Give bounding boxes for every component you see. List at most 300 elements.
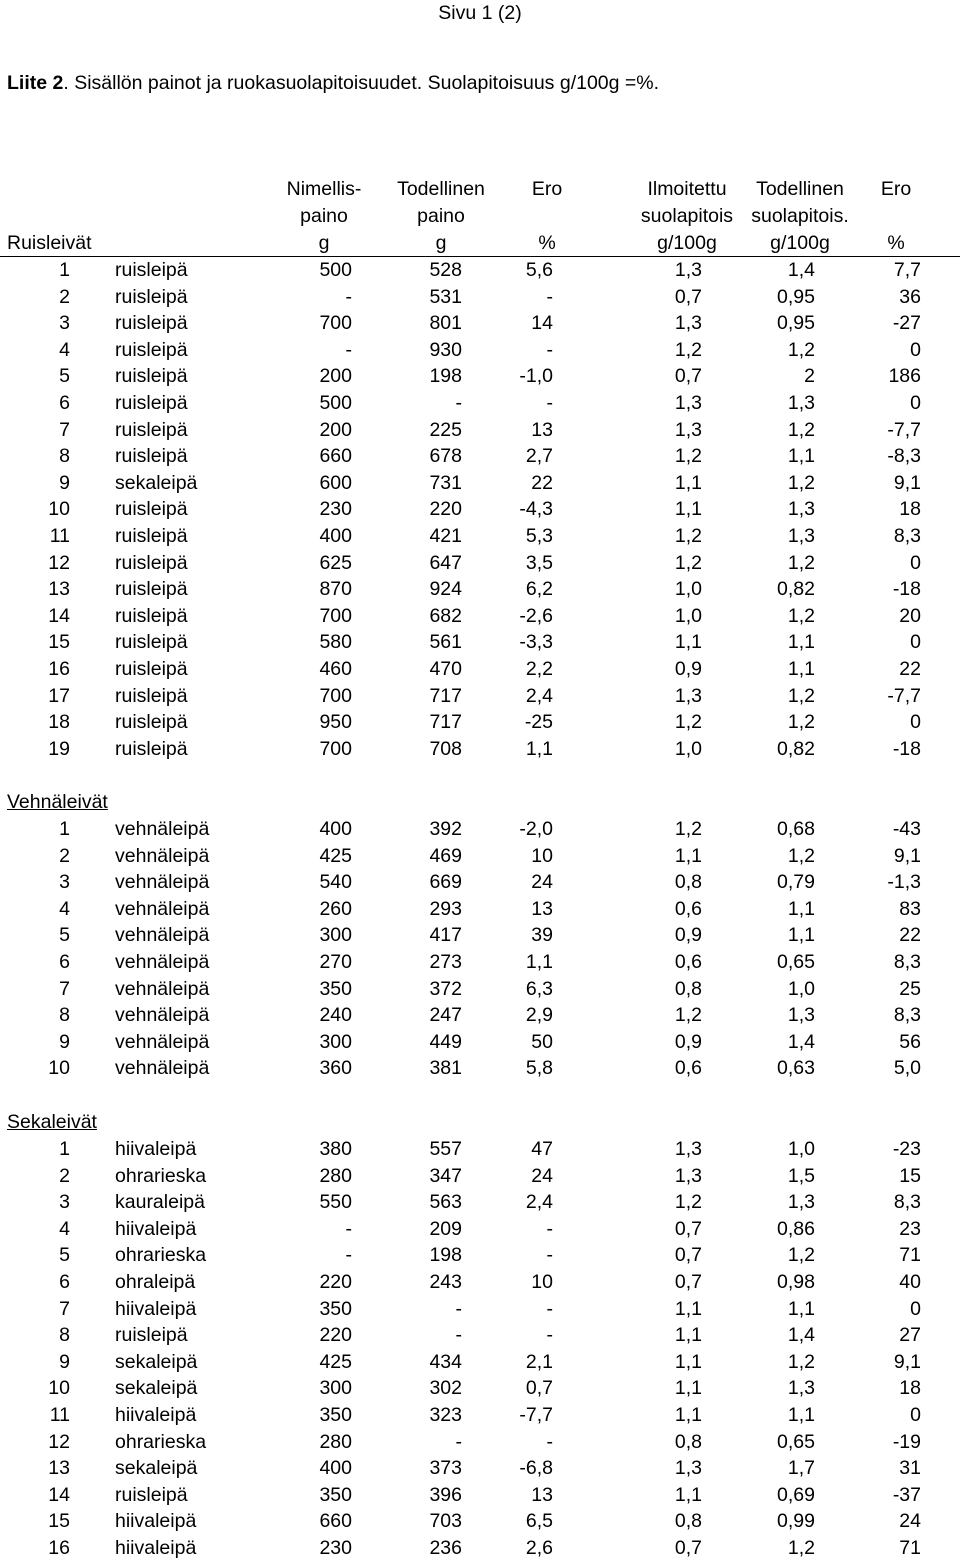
cell-todellinen-suola: 1,2 bbox=[787, 1537, 815, 1559]
cell-nimellispaino: - bbox=[345, 285, 352, 308]
bread-name: sekaleipä bbox=[115, 1350, 198, 1373]
cell-todellinen-suola: 1,3 bbox=[787, 498, 815, 521]
cell-ero-pct: 36 bbox=[899, 285, 921, 308]
bread-name: ruisleipä bbox=[115, 525, 188, 547]
cell-nimellispaino: 660 bbox=[319, 1510, 352, 1533]
cell-todellinen-paino: 209 bbox=[429, 1217, 462, 1240]
cell-todellinen-suola: 1,5 bbox=[787, 1164, 815, 1187]
cell-ero-g: - bbox=[546, 285, 553, 308]
cell-todellinen-paino: 647 bbox=[429, 551, 462, 574]
row-number: 2 bbox=[59, 844, 70, 867]
cell-todellinen-suola: 1,7 bbox=[787, 1457, 815, 1480]
cell-ero-pct: -7,7 bbox=[887, 684, 921, 707]
row-number: 12 bbox=[48, 551, 70, 574]
cell-todellinen-paino: 417 bbox=[429, 924, 462, 947]
row-number: 2 bbox=[59, 1164, 70, 1187]
row-number: 13 bbox=[48, 578, 70, 601]
cell-todellinen-suola: 1,2 bbox=[787, 711, 815, 734]
row-number: 11 bbox=[49, 525, 70, 547]
cell-todellinen-suola: 1,3 bbox=[787, 525, 815, 547]
cell-ero-g: -7,7 bbox=[519, 1404, 553, 1426]
cell-ero-pct: 56 bbox=[899, 1030, 921, 1053]
cell-ilmoitettu-suola: 1,1 bbox=[674, 1297, 702, 1320]
bread-name: vehnäleipä bbox=[115, 1030, 210, 1053]
cell-todellinen-paino: 302 bbox=[429, 1377, 462, 1400]
cell-todellinen-suola: 1,0 bbox=[787, 1138, 815, 1160]
bread-name: ohraleipä bbox=[115, 1271, 196, 1293]
cell-nimellispaino: 240 bbox=[319, 1004, 352, 1027]
cell-nimellispaino: 300 bbox=[319, 924, 352, 947]
cell-ero-g: 2,9 bbox=[525, 1004, 553, 1027]
cell-todellinen-paino: 396 bbox=[429, 1483, 462, 1506]
cell-ero-pct: 27 bbox=[899, 1324, 921, 1347]
row-number: 3 bbox=[59, 312, 70, 335]
cell-ilmoitettu-suola: 1,3 bbox=[674, 312, 702, 335]
cell-ero-g: 1,1 bbox=[525, 737, 553, 760]
row-number: 4 bbox=[59, 897, 70, 920]
cell-ero-pct: 31 bbox=[899, 1457, 921, 1480]
cell-todellinen-paino: - bbox=[455, 1297, 462, 1320]
cell-ero-pct: 83 bbox=[899, 897, 921, 920]
cell-ero-pct: 71 bbox=[899, 1537, 921, 1559]
cell-todellinen-paino: 708 bbox=[429, 737, 462, 760]
row-number: 14 bbox=[48, 1483, 70, 1506]
cell-ilmoitettu-suola: 0,9 bbox=[674, 658, 702, 680]
row-number: 2 bbox=[59, 285, 70, 308]
cell-ero-g: 2,4 bbox=[525, 1191, 553, 1214]
cell-ero-g: 5,8 bbox=[525, 1057, 553, 1080]
cell-ilmoitettu-suola: 1,1 bbox=[674, 1483, 702, 1506]
cell-nimellispaino: 350 bbox=[319, 1483, 352, 1506]
bread-name: hiivaleipä bbox=[115, 1297, 197, 1320]
cell-nimellispaino: 220 bbox=[319, 1271, 352, 1293]
cell-nimellispaino: - bbox=[345, 1217, 352, 1240]
cell-nimellispaino: 350 bbox=[319, 1297, 352, 1320]
cell-todellinen-suola: 0,65 bbox=[777, 951, 815, 973]
cell-ero-pct: 8,3 bbox=[893, 951, 921, 973]
row-number: 6 bbox=[59, 392, 70, 414]
cell-ero-g: 3,5 bbox=[525, 551, 553, 574]
bread-name: vehnäleipä bbox=[115, 977, 210, 1000]
section-title-sekaleivat: Sekaleivät bbox=[7, 1111, 97, 1133]
cell-ilmoitettu-suola: 1,1 bbox=[674, 1324, 702, 1347]
header-todellinen-paino-3: g bbox=[435, 232, 447, 254]
cell-ero-g: 14 bbox=[531, 312, 553, 335]
cell-todellinen-suola: 1,2 bbox=[787, 684, 815, 707]
cell-nimellispaino: 500 bbox=[319, 259, 352, 281]
cell-ero-pct: 8,3 bbox=[893, 525, 921, 547]
row-number: 3 bbox=[59, 871, 70, 894]
cell-ilmoitettu-suola: 1,2 bbox=[674, 445, 702, 468]
cell-todellinen-paino: 347 bbox=[429, 1164, 462, 1187]
cell-ero-g: 1,1 bbox=[525, 951, 553, 973]
bread-name: hiivaleipä bbox=[115, 1217, 197, 1240]
cell-todellinen-paino: 682 bbox=[429, 604, 462, 627]
row-number: 18 bbox=[48, 711, 70, 734]
cell-ero-pct: 40 bbox=[899, 1271, 921, 1293]
cell-ilmoitettu-suola: 1,1 bbox=[674, 844, 702, 867]
row-number: 10 bbox=[48, 1057, 70, 1080]
cell-todellinen-paino: 531 bbox=[429, 285, 462, 308]
cell-ilmoitettu-suola: 1,2 bbox=[674, 1004, 702, 1027]
bread-name: kauraleipä bbox=[115, 1191, 205, 1214]
cell-ero-pct: -7,7 bbox=[887, 418, 921, 441]
bread-name: vehnäleipä bbox=[115, 1057, 210, 1080]
header-ilmoitettu-suola-2: suolapitois bbox=[640, 205, 734, 227]
cell-ero-g: 10 bbox=[531, 844, 553, 867]
bread-name: ruisleipä bbox=[115, 604, 188, 627]
row-number: 3 bbox=[59, 1191, 70, 1214]
cell-ero-pct: 186 bbox=[888, 365, 921, 388]
cell-todellinen-suola: 1,2 bbox=[787, 551, 815, 574]
cell-nimellispaino: 350 bbox=[319, 977, 352, 1000]
cell-nimellispaino: 260 bbox=[319, 897, 352, 920]
bread-name: ruisleipä bbox=[115, 551, 188, 574]
cell-ilmoitettu-suola: 0,7 bbox=[674, 1537, 702, 1559]
cell-nimellispaino: 300 bbox=[319, 1377, 352, 1400]
cell-ero-g: 2,1 bbox=[525, 1350, 553, 1373]
header-todellinen-suola-3: g/100g bbox=[770, 232, 830, 254]
bread-name: ohrarieska bbox=[115, 1164, 207, 1187]
cell-nimellispaino: 220 bbox=[319, 1324, 352, 1347]
header-todellinen-paino-2: paino bbox=[417, 205, 465, 227]
cell-nimellispaino: 870 bbox=[319, 578, 352, 601]
row-number: 6 bbox=[59, 951, 70, 973]
cell-nimellispaino: 270 bbox=[319, 951, 352, 973]
cell-ero-pct: 23 bbox=[899, 1217, 921, 1240]
header-nimellispaino-3: g bbox=[318, 232, 330, 254]
cell-ero-g: 13 bbox=[531, 897, 553, 920]
cell-todellinen-paino: 236 bbox=[429, 1537, 462, 1559]
bread-name: ruisleipä bbox=[115, 365, 188, 388]
cell-nimellispaino: 400 bbox=[319, 1457, 352, 1480]
cell-todellinen-suola: 0,98 bbox=[777, 1271, 815, 1293]
cell-nimellispaino: 230 bbox=[319, 498, 352, 521]
row-number: 6 bbox=[59, 1271, 70, 1293]
cell-todellinen-paino: 703 bbox=[429, 1510, 462, 1533]
cell-todellinen-paino: 198 bbox=[429, 365, 462, 388]
cell-todellinen-paino: 293 bbox=[429, 897, 462, 920]
row-number: 16 bbox=[48, 1537, 70, 1559]
row-number: 5 bbox=[59, 924, 70, 947]
cell-ero-pct: 8,3 bbox=[893, 1191, 921, 1214]
bread-name: ruisleipä bbox=[115, 312, 188, 335]
bread-name: ruisleipä bbox=[115, 684, 188, 707]
row-number: 8 bbox=[59, 1324, 70, 1347]
cell-ilmoitettu-suola: 0,6 bbox=[674, 951, 702, 973]
cell-nimellispaino: 500 bbox=[319, 392, 352, 414]
cell-ero-g: -25 bbox=[524, 711, 553, 734]
cell-todellinen-paino: 924 bbox=[429, 578, 462, 601]
cell-ero-pct: 9,1 bbox=[893, 471, 921, 494]
cell-todellinen-paino: 561 bbox=[429, 631, 462, 654]
bread-name: hiivaleipä bbox=[115, 1138, 197, 1160]
cell-todellinen-paino: 421 bbox=[429, 525, 462, 547]
cell-ilmoitettu-suola: 1,2 bbox=[674, 338, 702, 361]
cell-ero-pct: -27 bbox=[892, 312, 921, 335]
row-number: 4 bbox=[59, 338, 70, 361]
cell-nimellispaino: 460 bbox=[319, 658, 352, 680]
cell-ero-g: 2,7 bbox=[525, 445, 553, 468]
section-title-vehnaleivat: Vehnäleivät bbox=[7, 791, 108, 813]
cell-todellinen-suola: 1,3 bbox=[787, 1004, 815, 1027]
cell-ero-g: - bbox=[546, 1244, 553, 1267]
cell-nimellispaino: 280 bbox=[319, 1164, 352, 1187]
cell-todellinen-paino: 469 bbox=[429, 844, 462, 867]
cell-todellinen-suola: 0,99 bbox=[777, 1510, 815, 1533]
bread-name: hiivaleipä bbox=[115, 1404, 197, 1426]
cell-ero-g: 6,2 bbox=[525, 578, 553, 601]
header-nimellispaino-2: paino bbox=[300, 205, 348, 227]
cell-todellinen-paino: 801 bbox=[429, 312, 462, 335]
cell-todellinen-paino: 273 bbox=[429, 951, 462, 973]
cell-ero-pct: 71 bbox=[899, 1244, 921, 1267]
cell-ero-g: 24 bbox=[531, 1164, 553, 1187]
cell-ero-pct: -43 bbox=[892, 818, 921, 840]
cell-todellinen-suola: 1,1 bbox=[787, 924, 815, 947]
cell-ilmoitettu-suola: 1,3 bbox=[674, 1457, 702, 1480]
bread-name: sekaleipä bbox=[115, 1457, 198, 1480]
cell-todellinen-suola: 1,3 bbox=[787, 392, 815, 414]
cell-ilmoitettu-suola: 1,0 bbox=[674, 578, 702, 601]
cell-todellinen-paino: 449 bbox=[429, 1030, 462, 1053]
cell-nimellispaino: 380 bbox=[319, 1138, 352, 1160]
cell-ero-pct: 22 bbox=[899, 658, 921, 680]
row-number: 8 bbox=[59, 1004, 70, 1027]
cell-todellinen-suola: 1,0 bbox=[787, 977, 815, 1000]
bread-name: ruisleipä bbox=[115, 711, 188, 734]
header-todellinen-paino-1: Todellinen bbox=[397, 178, 485, 200]
cell-todellinen-paino: 528 bbox=[429, 259, 462, 281]
cell-ilmoitettu-suola: 0,8 bbox=[674, 871, 702, 894]
cell-todellinen-suola: 1,4 bbox=[787, 1030, 815, 1053]
cell-todellinen-suola: 1,2 bbox=[787, 1244, 815, 1267]
cell-ilmoitettu-suola: 1,2 bbox=[674, 525, 702, 547]
section-title-ruisleivat: Ruisleivät bbox=[7, 232, 92, 254]
row-number: 14 bbox=[48, 604, 70, 627]
bread-name: vehnäleipä bbox=[115, 1004, 210, 1027]
header-ero-g-1: Ero bbox=[531, 178, 563, 200]
cell-ero-pct: 25 bbox=[899, 977, 921, 1000]
cell-ilmoitettu-suola: 1,1 bbox=[674, 471, 702, 494]
cell-ilmoitettu-suola: 1,1 bbox=[674, 1404, 702, 1426]
bread-name: ruisleipä bbox=[115, 1483, 188, 1506]
cell-ero-g: 13 bbox=[531, 418, 553, 441]
header-ilmoitettu-suola-3: g/100g bbox=[657, 232, 717, 254]
cell-nimellispaino: 950 bbox=[319, 711, 352, 734]
row-number: 10 bbox=[48, 1377, 70, 1400]
cell-ilmoitettu-suola: 1,2 bbox=[674, 551, 702, 574]
cell-nimellispaino: 230 bbox=[319, 1537, 352, 1559]
cell-ero-g: -6,8 bbox=[519, 1457, 553, 1480]
bread-name: ruisleipä bbox=[115, 285, 188, 308]
bread-name: hiivaleipä bbox=[115, 1510, 197, 1533]
row-number: 1 bbox=[59, 1138, 70, 1160]
cell-ero-g: -3,3 bbox=[519, 631, 553, 654]
cell-ilmoitettu-suola: 0,8 bbox=[674, 1430, 702, 1453]
cell-nimellispaino: 625 bbox=[319, 551, 352, 574]
bread-name: vehnäleipä bbox=[115, 951, 210, 973]
cell-ero-pct: 0 bbox=[910, 1297, 921, 1320]
bread-name: vehnäleipä bbox=[115, 871, 210, 894]
cell-ero-pct: 20 bbox=[899, 604, 921, 627]
cell-nimellispaino: 200 bbox=[319, 365, 352, 388]
cell-todellinen-suola: 1,2 bbox=[787, 844, 815, 867]
cell-todellinen-suola: 1,1 bbox=[787, 658, 815, 680]
cell-todellinen-paino: 220 bbox=[429, 498, 462, 521]
cell-ilmoitettu-suola: 0,8 bbox=[674, 977, 702, 1000]
bread-name: vehnäleipä bbox=[115, 818, 210, 840]
cell-todellinen-suola: 0,95 bbox=[777, 312, 815, 335]
bread-name: vehnäleipä bbox=[115, 924, 210, 947]
cell-ilmoitettu-suola: 0,7 bbox=[674, 1271, 702, 1293]
cell-todellinen-paino: 470 bbox=[429, 658, 462, 680]
bread-name: vehnäleipä bbox=[115, 897, 210, 920]
cell-ero-pct: 15 bbox=[899, 1164, 921, 1187]
cell-ero-pct: 7,7 bbox=[893, 259, 921, 281]
cell-ilmoitettu-suola: 0,7 bbox=[674, 1244, 702, 1267]
cell-nimellispaino: 540 bbox=[319, 871, 352, 894]
row-number: 7 bbox=[59, 1297, 70, 1320]
row-number: 1 bbox=[59, 259, 70, 281]
cell-ilmoitettu-suola: 0,8 bbox=[674, 1510, 702, 1533]
cell-ilmoitettu-suola: 1,2 bbox=[674, 818, 702, 840]
cell-ero-pct: 9,1 bbox=[893, 844, 921, 867]
cell-ilmoitettu-suola: 0,9 bbox=[674, 1030, 702, 1053]
cell-ilmoitettu-suola: 0,7 bbox=[674, 365, 702, 388]
row-number: 10 bbox=[48, 498, 70, 521]
cell-nimellispaino: 700 bbox=[319, 684, 352, 707]
cell-ero-pct: 0 bbox=[910, 392, 921, 414]
row-number: 15 bbox=[48, 631, 70, 654]
row-number: 15 bbox=[48, 1510, 70, 1533]
cell-nimellispaino: 550 bbox=[319, 1191, 352, 1214]
cell-ero-pct: 8,3 bbox=[893, 1004, 921, 1027]
cell-ero-g: - bbox=[546, 1217, 553, 1240]
row-number: 19 bbox=[48, 737, 70, 760]
cell-todellinen-paino: 678 bbox=[429, 445, 462, 468]
bread-name: ruisleipä bbox=[115, 658, 188, 680]
cell-todellinen-paino: 434 bbox=[429, 1350, 462, 1373]
cell-ilmoitettu-suola: 1,1 bbox=[674, 498, 702, 521]
bread-name: ruisleipä bbox=[115, 631, 188, 654]
header-nimellispaino-1: Nimellis- bbox=[286, 178, 362, 200]
header-ero-g-3: % bbox=[538, 232, 556, 254]
cell-todellinen-paino: 731 bbox=[429, 471, 462, 494]
cell-ero-pct: -8,3 bbox=[887, 445, 921, 468]
cell-ero-g: 2,6 bbox=[525, 1537, 553, 1559]
bread-name: hiivaleipä bbox=[115, 1537, 197, 1559]
cell-ero-g: -4,3 bbox=[519, 498, 553, 521]
header-todellinen-suola-1: Todellinen bbox=[756, 178, 844, 200]
row-number: 17 bbox=[48, 684, 70, 707]
cell-ilmoitettu-suola: 1,1 bbox=[674, 1350, 702, 1373]
cell-nimellispaino: - bbox=[345, 1244, 352, 1267]
cell-ilmoitettu-suola: 1,3 bbox=[674, 1164, 702, 1187]
row-number: 1 bbox=[59, 818, 70, 840]
header-todellinen-suola-2: suolapitois. bbox=[751, 205, 849, 227]
cell-todellinen-paino: 717 bbox=[429, 711, 462, 734]
cell-ero-g: -2,0 bbox=[519, 818, 553, 840]
cell-ero-g: 50 bbox=[531, 1030, 553, 1053]
row-number: 5 bbox=[59, 365, 70, 388]
cell-ero-pct: 9,1 bbox=[893, 1350, 921, 1373]
bread-name: ruisleipä bbox=[115, 418, 188, 441]
cell-ero-g: 0,7 bbox=[525, 1377, 553, 1400]
cell-todellinen-suola: 1,2 bbox=[787, 1350, 815, 1373]
cell-ilmoitettu-suola: 1,0 bbox=[674, 604, 702, 627]
cell-ero-g: 22 bbox=[531, 471, 553, 494]
cell-ilmoitettu-suola: 1,1 bbox=[674, 1377, 702, 1400]
cell-todellinen-suola: 1,4 bbox=[787, 259, 815, 281]
cell-ero-g: 6,5 bbox=[525, 1510, 553, 1533]
cell-ero-pct: -19 bbox=[892, 1430, 921, 1453]
cell-ilmoitettu-suola: 1,2 bbox=[674, 711, 702, 734]
page-title bbox=[7, 72, 659, 95]
cell-ero-pct: 0 bbox=[910, 711, 921, 734]
cell-todellinen-suola: 1,3 bbox=[787, 1191, 815, 1214]
cell-ilmoitettu-suola: 1,3 bbox=[674, 1138, 702, 1160]
cell-nimellispaino: 300 bbox=[319, 1030, 352, 1053]
bread-name: ruisleipä bbox=[115, 338, 188, 361]
cell-nimellispaino: 700 bbox=[319, 604, 352, 627]
cell-ilmoitettu-suola: 0,6 bbox=[674, 1057, 702, 1080]
cell-todellinen-paino: - bbox=[455, 392, 462, 414]
cell-ero-g: 10 bbox=[531, 1271, 553, 1293]
cell-ero-pct: -37 bbox=[892, 1483, 921, 1506]
cell-todellinen-suola: 1,4 bbox=[787, 1324, 815, 1347]
cell-ero-g: 24 bbox=[531, 871, 553, 894]
cell-todellinen-paino: 381 bbox=[429, 1057, 462, 1080]
cell-ero-pct: -18 bbox=[892, 578, 921, 601]
cell-ilmoitettu-suola: 1,3 bbox=[674, 392, 702, 414]
cell-todellinen-paino: 373 bbox=[429, 1457, 462, 1480]
cell-ero-g: -2,6 bbox=[519, 604, 553, 627]
cell-ero-pct: 22 bbox=[899, 924, 921, 947]
cell-todellinen-paino: 392 bbox=[429, 818, 462, 840]
bread-name: ruisleipä bbox=[115, 578, 188, 601]
cell-todellinen-paino: 930 bbox=[429, 338, 462, 361]
bread-name: sekaleipä bbox=[115, 471, 198, 494]
cell-ero-g: 2,4 bbox=[525, 684, 553, 707]
cell-ero-pct: -23 bbox=[892, 1138, 921, 1160]
cell-ero-g: 39 bbox=[531, 924, 553, 947]
cell-todellinen-suola: 0,69 bbox=[777, 1483, 815, 1506]
cell-todellinen-suola: 0,68 bbox=[777, 818, 815, 840]
cell-todellinen-suola: 1,2 bbox=[787, 471, 815, 494]
cell-ero-pct: -18 bbox=[892, 737, 921, 760]
cell-todellinen-paino: 247 bbox=[429, 1004, 462, 1027]
cell-ilmoitettu-suola: 0,7 bbox=[674, 1217, 702, 1240]
bread-name: ruisleipä bbox=[115, 392, 188, 414]
cell-todellinen-suola: 1,1 bbox=[787, 1404, 815, 1426]
cell-nimellispaino: 425 bbox=[319, 1350, 352, 1373]
row-number: 9 bbox=[59, 471, 70, 494]
cell-nimellispaino: - bbox=[345, 338, 352, 361]
row-number: 16 bbox=[48, 658, 70, 680]
cell-nimellispaino: 350 bbox=[319, 1404, 352, 1426]
cell-nimellispaino: 400 bbox=[319, 525, 352, 547]
bread-name: ruisleipä bbox=[115, 259, 188, 281]
cell-todellinen-paino: 323 bbox=[429, 1404, 462, 1426]
cell-todellinen-suola: 1,1 bbox=[787, 631, 815, 654]
bread-name: ohrarieska bbox=[115, 1244, 207, 1267]
row-number: 11 bbox=[49, 1404, 70, 1426]
cell-ero-g: 13 bbox=[531, 1483, 553, 1506]
cell-todellinen-paino: - bbox=[455, 1430, 462, 1453]
header-ilmoitettu-suola-1: Ilmoitettu bbox=[647, 178, 727, 200]
bread-name: ruisleipä bbox=[115, 445, 188, 468]
